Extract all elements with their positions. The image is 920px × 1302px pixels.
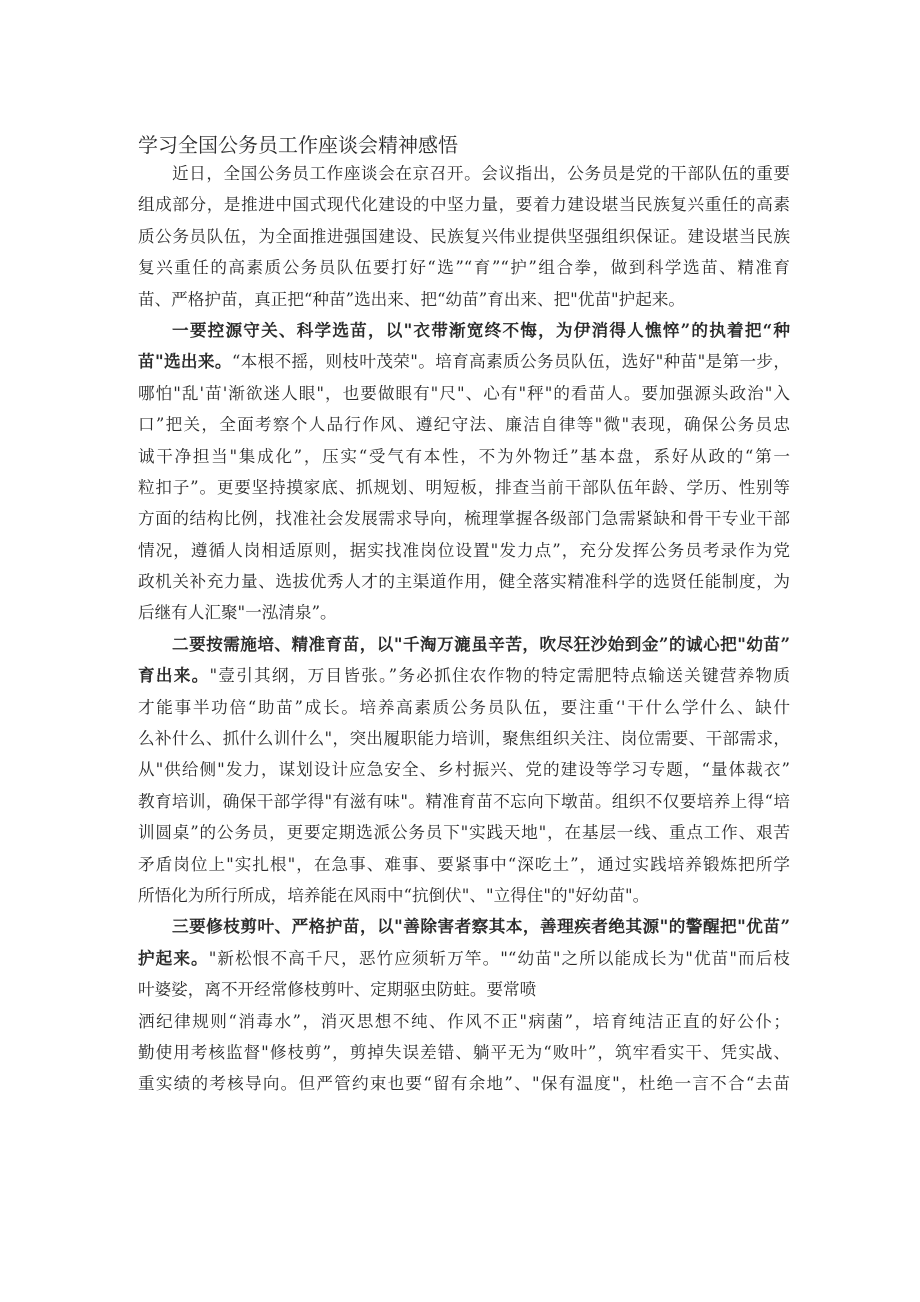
text-segment: 政机关补充力量、选拔优秀人才的主渠道作用，健全落实精准科学的选贤任能制度，为 xyxy=(138,572,790,592)
text-line xyxy=(138,974,790,1005)
document-body xyxy=(138,158,790,1100)
text-line xyxy=(138,346,790,377)
text-segment: 勤使用考核监督"修枝剪”，剪掉失误差错、躺平无为“败叶”，筑牢看实干、凭实战、 xyxy=(138,1042,790,1062)
text-segment: 教育培训，确保干部学得"有滋有味"。精准育苗不忘向下墩苗。组织不仅要培养上得“培 xyxy=(138,791,790,811)
text-segment: 苗、严格护苗，真正把“种苗”选出来、把“幼苗”育出来、把"优苗"护起来。 xyxy=(138,289,686,309)
text-line xyxy=(138,409,790,440)
text-segment: 方面的结构比例，找准社会发展需求导向，梳理掌握各级部门急需紧缺和骨干专业干部 xyxy=(138,509,790,529)
text-segment: 近日，全国公务员工作座谈会在京召开。会议指出，公务员是党的干部队伍的重要 xyxy=(172,164,790,183)
text-line xyxy=(138,158,790,189)
text-line xyxy=(138,817,790,848)
text-segment: 诚干净担当"集成化”，压实“受气有本性，不为外物迁”基本盘，系好从政的“第一 xyxy=(138,446,790,466)
bold-text-segment: 苗"选出来。 xyxy=(138,351,232,372)
text-segment: 叶婆娑，离不开经常修枝剪叶、定期驱虫防蛀。要常喷 xyxy=(138,980,537,1000)
text-line xyxy=(138,472,790,503)
text-line xyxy=(138,252,790,283)
text-line xyxy=(138,378,790,409)
text-segment: 从"供给侧"发力，谋划设计应急安全、乡村振兴、党的建设等学习专题，“量体裁衣” xyxy=(138,760,790,780)
bold-text-segment: 育出来。 xyxy=(138,665,210,686)
text-segment: 重实绩的考核导向。但严管约束也要“留有余地”、"保有温度"，杜绝一言不合“去苗 xyxy=(138,1074,790,1094)
text-segment: 后继有人汇聚"一泓清泉”。 xyxy=(138,603,337,623)
text-segment: 矛盾岗位上"实扎根"，在急事、难事、要紧事中“深吃土”，通过实践培养锻炼把所学 xyxy=(138,854,790,874)
text-line xyxy=(138,503,790,534)
text-line xyxy=(138,880,790,911)
bold-text-segment: 三要修枝剪叶、严格护苗，以"善除害者察其本，善理疾者绝其源"的警醒把"优苗” xyxy=(172,916,790,937)
text-segment: 口”把关，全面考察个人品行作风、遵纪守法、廉洁自律等"微"表现，确保公务员忠 xyxy=(138,415,790,435)
text-line xyxy=(138,786,790,817)
bold-text-segment: 一要控源守关、科学选苗，以"衣带渐宽终不悔，为伊消得人憔悴”的执着把“种 xyxy=(172,319,790,340)
text-line xyxy=(138,189,790,220)
text-line xyxy=(138,284,790,315)
text-segment: 洒纪律规则“消毒水”，消灭思想不纯、作风不正"病菌”，培育纯洁正直的好公仆； xyxy=(138,1011,790,1031)
text-line xyxy=(138,597,790,628)
text-segment: 哪怕"乱'苗'渐欲迷人眼"，也要做眼有"尺"、心有"秤"的看苗人。要加强源头政治"入 xyxy=(138,383,790,403)
text-segment: "新松恨不高千尺，恶竹应须斩万竿。"“幼苗"之所以能成长为"优苗"而后枝 xyxy=(208,948,790,968)
text-segment: 复兴重任的高素质公务员队伍要打好“选”“育”“护”组合拳，做到科学选苗、精准育 xyxy=(138,258,790,278)
text-line xyxy=(138,723,790,754)
text-line xyxy=(138,943,790,974)
text-segment: 训圆桌”的公务员，更要定期选派公务员下"实践天地"，在基层一线、重点工作、艰苦 xyxy=(138,823,790,843)
text-segment: “本根不摇，则枝叶茂荣"。培育高素质公务员队伍，选好"种苗"是第一步， xyxy=(231,352,790,372)
text-segment: 情况，遵循人岗相适原则，据实找准岗位设置"发力点”，充分发挥公务员考录作为党 xyxy=(138,540,790,560)
text-line xyxy=(138,849,790,880)
text-segment: 组成部分，是推进中国式现代化建设的中坚力量，要着力建设堪当民族复兴重任的高素 xyxy=(138,195,790,215)
text-line xyxy=(138,315,790,346)
bold-text-segment: 护起来。 xyxy=(138,947,209,968)
text-line xyxy=(138,441,790,472)
text-line xyxy=(138,660,790,691)
text-line xyxy=(138,535,790,566)
bold-text-segment: 二要按需施培、精准育苗，以"千淘万漉虽辛苦，吹尽狂沙始到金”的诚心把"幼苗” xyxy=(172,633,790,654)
text-segment: 粒扣子”。更要坚持摸家底、抓规划、明短板，排查当前干部队伍年龄、学历、性别等 xyxy=(138,477,790,497)
text-line xyxy=(138,692,790,723)
text-line xyxy=(138,754,790,785)
text-line xyxy=(138,1068,790,1099)
text-segment: "壹引其纲，万目皆张。”务必抓住农作物的特定需肥特点输送关键营养物质 xyxy=(209,666,790,686)
text-line xyxy=(138,1006,790,1037)
text-line xyxy=(138,629,790,660)
text-line xyxy=(138,566,790,597)
text-line xyxy=(138,221,790,252)
text-segment: 才能事半功倍“助苗”成长。培养高素质公务员队伍，要注重‘'干什么学什么、缺什 xyxy=(138,697,790,717)
text-segment: 所悟化为所行所成，培养能在风雨中“抗倒伏"、"立得住"的"好幼苗"。 xyxy=(138,885,650,905)
text-segment: 么补什么、抓什么训什么"，突出履职能力培训，聚焦组织关注、岗位需要、干部需求， xyxy=(138,729,790,749)
text-line xyxy=(138,1037,790,1068)
text-line xyxy=(138,911,790,942)
text-segment: 质公务员队伍，为全面推进强国建设、民族复兴伟业提供坚强组织保证。建设堪当民族 xyxy=(138,226,790,246)
document-title: 学习全国公务员工作座谈会精神感悟 xyxy=(138,133,458,157)
